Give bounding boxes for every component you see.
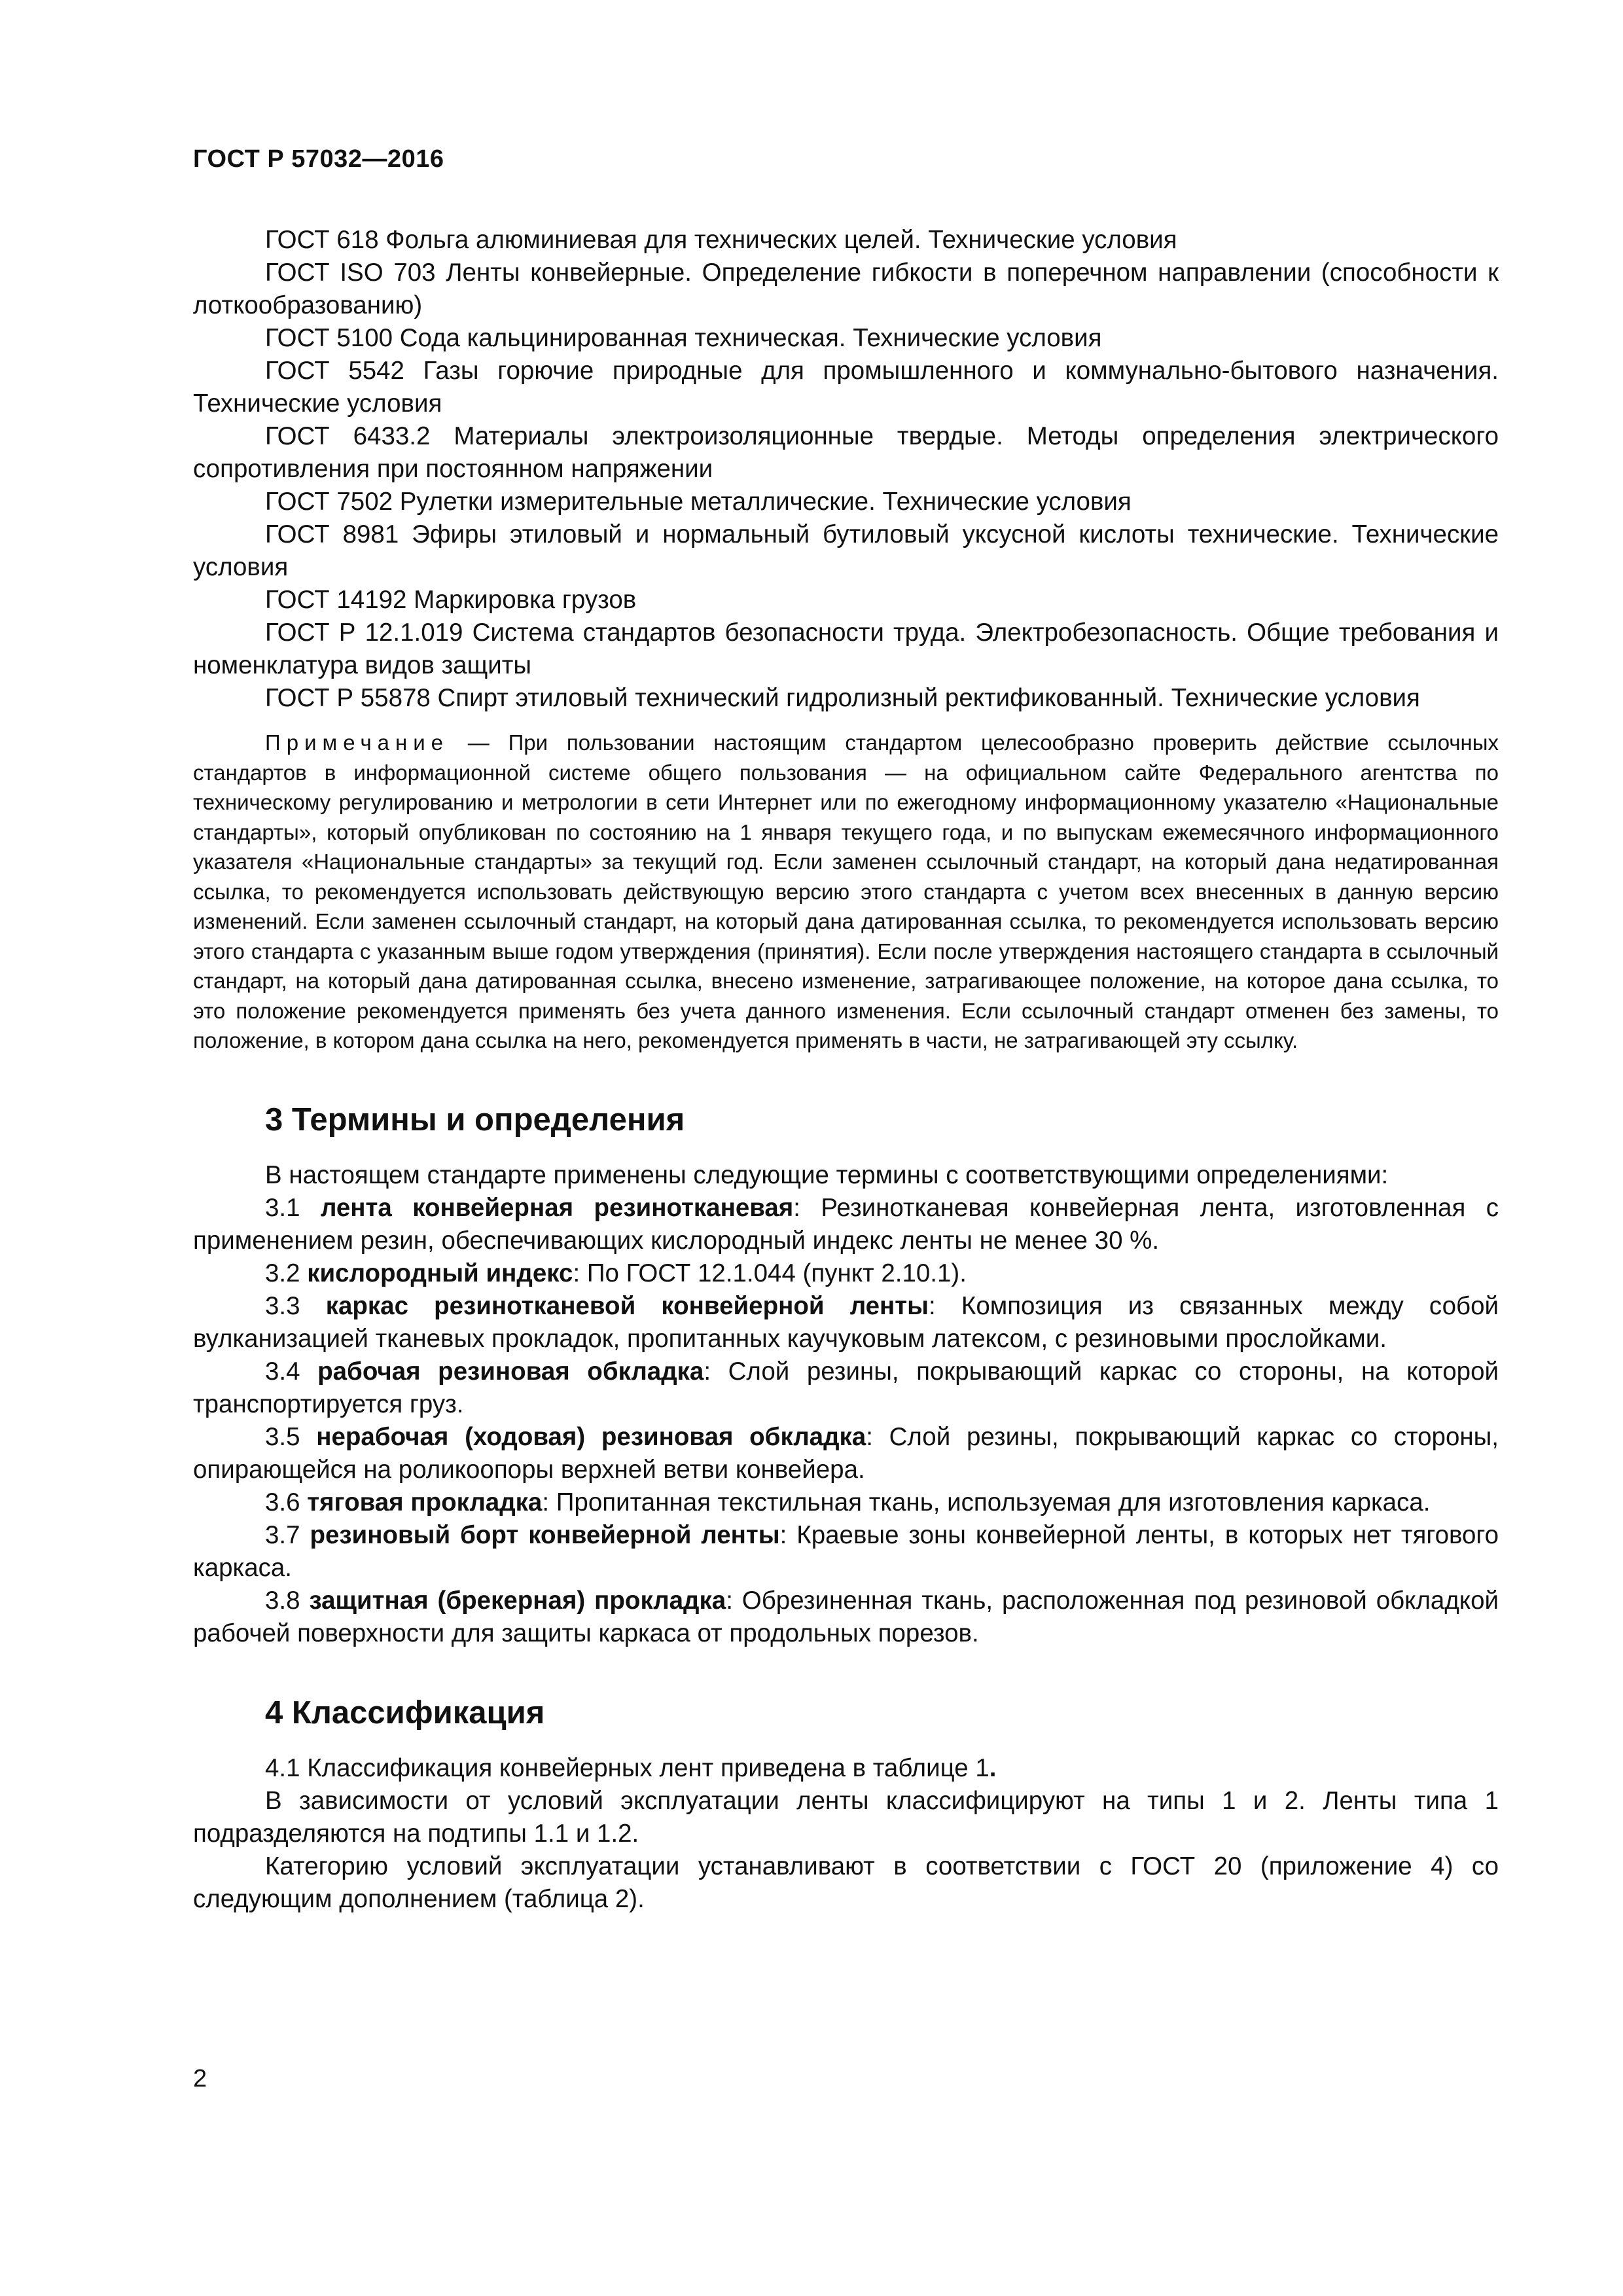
term: кислородный индекс — [307, 1259, 573, 1287]
section-3-intro: В настоящем стандарте применены следующие термины с соответствующими определениями: — [265, 1160, 1389, 1189]
section-4-paragraph: Категорию условий эксплуатации устанавливают в соответствии с ГОСТ 20 (приложение 4) со следующим дополнением (таблица 2). — [193, 1852, 1499, 1913]
term: резиновый борт конвейерной ленты — [310, 1520, 780, 1549]
reference-item: ГОСТ Р 12.1.019 Система стандартов безопасности труда. Электробезопасность. Общие требования и номенклатура видов защиты — [193, 619, 1499, 679]
term-definition: 3.2 кислородный индекс: По ГОСТ 12.1.044 (пункт 2.10.1). — [265, 1259, 967, 1287]
term-definition: 3.6 тяговая прокладка: Пропитанная текстильная ткань, используемая для изготовления каркаса. — [265, 1488, 1431, 1516]
page-content — [193, 224, 1499, 1916]
section-4-heading: 4 Классификация — [265, 1695, 545, 1731]
reference-item: ГОСТ 7502 Рулетки измерительные металлические. Технические условия — [265, 488, 1132, 516]
term: рабочая резиновая обкладка — [317, 1357, 704, 1386]
reference-item: ГОСТ 8981 Эфиры этиловый и нормальный бутиловый уксусной кислоты технические. Технические условия — [193, 520, 1499, 581]
term: лента конвейерная резинотканевая — [320, 1193, 794, 1222]
note-text: — При пользовании настоящим стандартом целесообразно проверить действие ссылочных стандартов в информационной системе общего пользования — на официальном сайте Федерального агентства по техническому регулированию и метрологии в сети Интернет или по ежегодному информационному указателю «Национальные стандарты», который опубликован по состоянию на 1 января текущего года, и по выпускам ежемесячного информационного указателя «Национальные стандарты» за текущий год. Если заменен ссылочный стандарт, на который дана недатированная ссылка, то рекомендуется использовать действующую версию этого стандарта с учетом всех внесенных в данную версию изменений. Если заменен ссылочный стандарт, на который дана датированная ссылка, то рекомендуется использовать версию этого стандарта с указанным выше годом утверждения (принятия). Если после утверждения настоящего стандарта в ссылочный стандарт, на который дана датированная ссылка, внесено изменение, затрагивающее положение, на которое дана ссылка, то это положение рекомендуется применять без учета данного изменения. Если ссылочный стандарт отменен без замены, то положение, в котором дана ссылка на него, рекомендуется применять в части, не затрагивающей эту ссылку. — [193, 730, 1499, 1052]
term-definition: 3.4 рабочая резиновая обкладка: Слой резины, покрывающий каркас со стороны, на которой транспортируется груз. — [193, 1357, 1499, 1418]
section-3-heading: 3 Термины и определения — [265, 1102, 685, 1138]
term: каркас резинотканевой конвейерной ленты — [325, 1291, 929, 1320]
reference-item: ГОСТ Р 55878 Спирт этиловый технический гидролизный ректификованный. Технические условия — [265, 684, 1420, 712]
term-definition: 3.5 нерабочая (ходовая) резиновая обкладка: Слой резины, покрывающий каркас со стороны, опирающейся на роликоопоры верхней ветви конвейера. — [193, 1422, 1499, 1484]
reference-item: ГОСТ ISO 703 Ленты конвейерные. Определение гибкости в поперечном направлении (способности к лоткообразованию) — [193, 259, 1499, 319]
note-paragraph — [193, 728, 1499, 1056]
term-definition: 3.1 лента конвейерная резинотканевая: Резинотканевая конвейерная лента, изготовленная с применением резин, обеспечивающих кислородный индекс ленты не менее 30 %. — [193, 1193, 1499, 1255]
term-definition: 3.7 резиновый борт конвейерной ленты: Краевые зоны конвейерной ленты, в которых нет тягового каркаса. — [193, 1520, 1499, 1582]
reference-item: ГОСТ 6433.2 Материалы электроизоляционные твердые. Методы определения электрического сопротивления при постоянном напряжении — [193, 422, 1499, 483]
section-4-paragraph: В зависимости от условий эксплуатации ленты классифицируют на типы 1 и 2. Ленты типа 1 подразделяются на подтипы 1.1 и 1.2. — [193, 1786, 1499, 1848]
reference-item: ГОСТ 14192 Маркировка грузов — [265, 586, 637, 614]
document-header: ГОСТ Р 57032—2016 — [193, 145, 444, 173]
term-definition: 3.3 каркас резинотканевой конвейерной ленты: Композиция из связанных между собой вулканизацией тканевых прокладок, пропитанных каучуковым латексом, с резиновыми прослойками. — [193, 1291, 1499, 1353]
reference-item: ГОСТ 5542 Газы горючие природные для промышленного и коммунально-бытового назначения. Технические условия — [193, 357, 1499, 418]
term: нерабочая (ходовая) резиновая обкладка — [316, 1422, 866, 1451]
term: защитная (брекерная) прокладка — [309, 1586, 726, 1615]
page-number: 2 — [193, 2065, 207, 2092]
note-label: Примечание — [265, 730, 450, 755]
term: тяговая прокладка — [307, 1488, 543, 1516]
reference-item: ГОСТ 618 Фольга алюминиевая для технических целей. Технические условия — [265, 226, 1177, 254]
section-4-paragraph: 4.1 Классификация конвейерных лент приведена в таблице 1. — [265, 1753, 997, 1782]
term-definition: 3.8 защитная (брекерная) прокладка: Обрезиненная ткань, расположенная под резиновой обкладкой рабочей поверхности для защиты каркаса от продольных порезов. — [193, 1586, 1499, 1647]
reference-item: ГОСТ 5100 Сода кальцинированная техническая. Технические условия — [265, 324, 1102, 352]
